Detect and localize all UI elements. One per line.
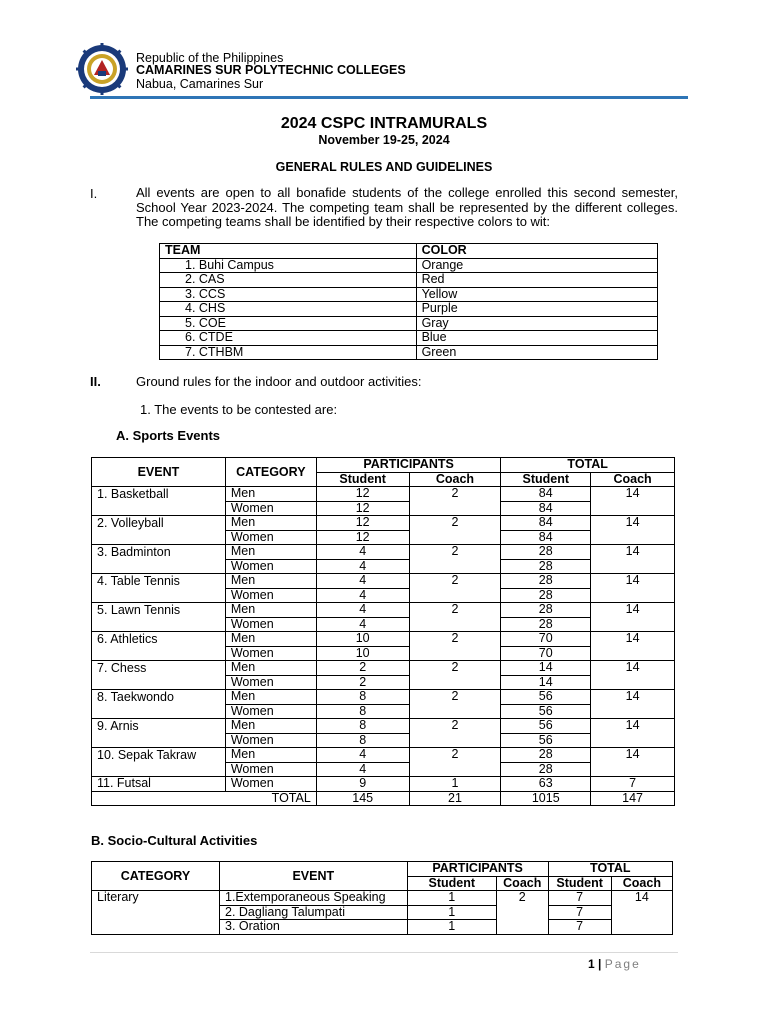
- teams-table: [159, 243, 658, 360]
- total-students: 28: [501, 559, 591, 574]
- event-category: Women: [225, 733, 316, 748]
- event-category: Women: [225, 675, 316, 690]
- participant-coach: 2: [409, 748, 501, 777]
- participant-students: 2: [316, 675, 409, 690]
- event-category: Men: [225, 487, 316, 502]
- socio-header-total: TOTAL: [548, 862, 672, 877]
- participant-students: 4: [316, 748, 409, 763]
- socio-table: [91, 861, 673, 935]
- activity-event: 2. Dagliang Talumpati: [220, 905, 408, 920]
- teams-header-team: TEAM: [160, 244, 417, 259]
- table-row: [92, 733, 675, 748]
- table-row: [92, 646, 675, 661]
- total-students: 84: [501, 501, 591, 516]
- participant-students: 4: [316, 559, 409, 574]
- event-category: Women: [225, 588, 316, 603]
- header-country: Republic of the Philippines: [136, 51, 284, 65]
- team-color: Purple: [416, 302, 657, 317]
- event-category: Women: [225, 530, 316, 545]
- total-coach: 14: [591, 516, 675, 545]
- total-students: 84: [501, 530, 591, 545]
- header-college-name: CAMARINES SUR POLYTECHNIC COLLEGES: [136, 63, 406, 77]
- participant-students: 12: [316, 530, 409, 545]
- socio-header-total-student: Student: [548, 876, 611, 891]
- event-name: 1. Basketball: [92, 487, 226, 502]
- event-category: Women: [225, 777, 316, 792]
- table-row: [92, 675, 675, 690]
- section-number: I.: [90, 186, 98, 201]
- participant-coach: 2: [409, 545, 501, 574]
- participant-students: 8: [316, 719, 409, 734]
- participant-coach: 2: [409, 487, 501, 516]
- team-name: 7. CTHBM: [160, 345, 417, 360]
- total-students: 28: [501, 574, 591, 589]
- participant-students: 12: [316, 487, 409, 502]
- total-coach: 14: [591, 748, 675, 777]
- table-row: [92, 661, 675, 676]
- participant-students: 4: [316, 617, 409, 632]
- total-coach: 14: [611, 891, 672, 935]
- total-students: 70: [501, 632, 591, 647]
- event-name: 8. Taekwondo: [92, 690, 226, 705]
- page-number: 1: [588, 957, 595, 971]
- event-name-empty: [92, 704, 226, 719]
- event-name-empty: [92, 559, 226, 574]
- total-students: 7: [548, 920, 611, 935]
- socio-header-total-coach: Coach: [611, 876, 672, 891]
- participant-students: 9: [316, 777, 409, 792]
- team-name: 4. CHS: [160, 302, 417, 317]
- page-subtitle: GENERAL RULES AND GUIDELINES: [275, 160, 493, 174]
- event-name-empty: [92, 646, 226, 661]
- totals-total-students: 1015: [501, 791, 591, 806]
- total-coach: 7: [591, 777, 675, 792]
- participant-students: 8: [316, 704, 409, 719]
- sports-header-total: TOTAL: [501, 458, 675, 473]
- participant-students: 1: [407, 920, 496, 935]
- list-item: 1. The events to be contested are:: [140, 402, 338, 417]
- participant-students: 4: [316, 603, 409, 618]
- participant-students: 4: [316, 574, 409, 589]
- totals-total-coach: 147: [591, 791, 675, 806]
- event-category: Men: [225, 632, 316, 647]
- event-category: Men: [225, 574, 316, 589]
- event-name: 10. Sepak Takraw: [92, 748, 226, 763]
- socio-heading: B. Socio-Cultural Activities: [91, 833, 258, 848]
- participant-students: 10: [316, 646, 409, 661]
- team-name: 2. CAS: [160, 273, 417, 288]
- participant-coach: 2: [409, 603, 501, 632]
- event-name-empty: [92, 617, 226, 632]
- table-row: [92, 574, 675, 589]
- team-color: Gray: [416, 316, 657, 331]
- section-paragraph: All events are open to all bonafide students of the college enrolled this second semester, School Year 2023-2024. The competing team shall be represented by the different colleges. The competing teams shall be identified by their respective colors to wit:: [136, 185, 678, 230]
- page-footer: [588, 957, 641, 971]
- total-coach: 14: [591, 661, 675, 690]
- participant-students: 1: [407, 891, 496, 906]
- total-coach: 14: [591, 574, 675, 603]
- table-row: [92, 559, 675, 574]
- total-students: 63: [501, 777, 591, 792]
- event-category: Men: [225, 748, 316, 763]
- team-name: 1. Buhi Campus: [160, 258, 417, 273]
- event-name: 11. Futsal: [92, 777, 226, 792]
- event-category: Women: [225, 762, 316, 777]
- event-name-empty: [92, 762, 226, 777]
- event-name-empty: [92, 588, 226, 603]
- event-category: Men: [225, 690, 316, 705]
- table-row: [92, 777, 675, 792]
- team-name: 3. CCS: [160, 287, 417, 302]
- sports-header-event: EVENT: [92, 458, 226, 487]
- page-title: 2024 CSPC INTRAMURALS: [280, 115, 488, 132]
- table-row: [92, 588, 675, 603]
- participant-students: 12: [316, 516, 409, 531]
- table-row: [92, 762, 675, 777]
- total-students: 28: [501, 588, 591, 603]
- participant-students: 12: [316, 501, 409, 516]
- participant-students: 10: [316, 632, 409, 647]
- total-coach: 14: [591, 690, 675, 719]
- total-coach: 14: [591, 632, 675, 661]
- event-name: 4. Table Tennis: [92, 574, 226, 589]
- socio-header-student: Student: [407, 876, 496, 891]
- activity-category: Literary: [92, 891, 220, 935]
- total-students: 84: [501, 516, 591, 531]
- event-category: Women: [225, 704, 316, 719]
- totals-label: TOTAL: [92, 791, 317, 806]
- event-name-empty: [92, 733, 226, 748]
- total-coach: 14: [591, 719, 675, 748]
- activity-event: 1.Extemporaneous Speaking: [220, 891, 408, 906]
- event-name: 5. Lawn Tennis: [92, 603, 226, 618]
- event-name: 2. Volleyball: [92, 516, 226, 531]
- event-dates: November 19-25, 2024: [318, 133, 450, 147]
- event-name: 9. Arnis: [92, 719, 226, 734]
- event-name-empty: [92, 530, 226, 545]
- table-row: [160, 287, 658, 302]
- participant-coach: 2: [409, 690, 501, 719]
- event-category: Women: [225, 501, 316, 516]
- total-students: 56: [501, 719, 591, 734]
- event-name-empty: [92, 501, 226, 516]
- event-category: Women: [225, 646, 316, 661]
- event-name: 7. Chess: [92, 661, 226, 676]
- table-row: [92, 501, 675, 516]
- participant-coach: 1: [409, 777, 501, 792]
- sports-header-coach: Coach: [409, 472, 501, 487]
- participant-students: 4: [316, 545, 409, 560]
- event-category: Men: [225, 516, 316, 531]
- total-students: 14: [501, 675, 591, 690]
- footer-separator: |: [598, 957, 602, 971]
- total-students: 28: [501, 762, 591, 777]
- table-row: [160, 345, 658, 360]
- sports-header-student: Student: [316, 472, 409, 487]
- sports-header-category: CATEGORY: [225, 458, 316, 487]
- team-name: 6. CTDE: [160, 331, 417, 346]
- total-coach: 14: [591, 545, 675, 574]
- section-text: Ground rules for the indoor and outdoor activities:: [136, 374, 422, 389]
- event-name: 3. Badminton: [92, 545, 226, 560]
- table-row: [92, 632, 675, 647]
- participant-students: 4: [316, 588, 409, 603]
- total-students: 70: [501, 646, 591, 661]
- total-students: 84: [501, 487, 591, 502]
- participant-coach: 2: [409, 632, 501, 661]
- table-row: [92, 617, 675, 632]
- total-students: 14: [501, 661, 591, 676]
- table-row: [92, 719, 675, 734]
- totals-coach: 21: [409, 791, 501, 806]
- event-name-empty: [92, 675, 226, 690]
- event-category: Men: [225, 545, 316, 560]
- participant-students: 8: [316, 733, 409, 748]
- header-location: Nabua, Camarines Sur: [136, 77, 264, 91]
- table-row: [92, 516, 675, 531]
- sports-header-total-student: Student: [501, 472, 591, 487]
- table-row: [92, 530, 675, 545]
- team-color: Blue: [416, 331, 657, 346]
- section-number: II.: [90, 374, 101, 389]
- total-students: 7: [548, 905, 611, 920]
- total-students: 28: [501, 748, 591, 763]
- table-row: [92, 704, 675, 719]
- sports-header-participants: PARTICIPANTS: [316, 458, 501, 473]
- total-students: 28: [501, 603, 591, 618]
- header-divider: [90, 96, 688, 99]
- event-category: Women: [225, 617, 316, 632]
- total-students: 56: [501, 690, 591, 705]
- event-category: Men: [225, 719, 316, 734]
- table-row: [92, 545, 675, 560]
- participant-coach: 2: [409, 661, 501, 690]
- footer-divider: [90, 952, 678, 953]
- table-row: [160, 302, 658, 317]
- table-row: [92, 690, 675, 705]
- team-color: Red: [416, 273, 657, 288]
- sports-table: [91, 457, 675, 806]
- page-label: Page: [604, 957, 641, 971]
- activity-event: 3. Oration: [220, 920, 408, 935]
- participant-students: 1: [407, 905, 496, 920]
- sports-heading: A. Sports Events: [116, 428, 221, 443]
- total-coach: 14: [591, 603, 675, 632]
- participant-students: 8: [316, 690, 409, 705]
- college-seal-icon: [76, 43, 128, 95]
- table-row: [92, 603, 675, 618]
- table-row: [160, 273, 658, 288]
- team-color: Green: [416, 345, 657, 360]
- socio-header-event: EVENT: [220, 862, 408, 891]
- socio-header-participants: PARTICIPANTS: [407, 862, 548, 877]
- table-row: [92, 748, 675, 763]
- socio-header-category: CATEGORY: [92, 862, 220, 891]
- total-students: 56: [501, 733, 591, 748]
- team-color: Yellow: [416, 287, 657, 302]
- participant-coach: 2: [409, 516, 501, 545]
- participant-students: 2: [316, 661, 409, 676]
- participant-coach: 2: [409, 574, 501, 603]
- total-students: 28: [501, 617, 591, 632]
- team-name: 5. COE: [160, 316, 417, 331]
- team-color: Orange: [416, 258, 657, 273]
- table-row: [160, 316, 658, 331]
- table-row: [92, 487, 675, 502]
- total-students: 28: [501, 545, 591, 560]
- total-coach: 14: [591, 487, 675, 516]
- totals-row: [92, 791, 675, 806]
- totals-students: 145: [316, 791, 409, 806]
- event-category: Women: [225, 559, 316, 574]
- participant-coach: 2: [409, 719, 501, 748]
- table-row: [160, 331, 658, 346]
- total-students: 7: [548, 891, 611, 906]
- socio-header-coach: Coach: [496, 876, 548, 891]
- table-row: [160, 258, 658, 273]
- table-row: [92, 891, 673, 906]
- total-students: 56: [501, 704, 591, 719]
- participant-students: 4: [316, 762, 409, 777]
- event-name: 6. Athletics: [92, 632, 226, 647]
- event-category: Men: [225, 661, 316, 676]
- sports-header-total-coach: Coach: [591, 472, 675, 487]
- participant-coach: 2: [496, 891, 548, 935]
- event-category: Men: [225, 603, 316, 618]
- teams-header-color: COLOR: [416, 244, 657, 259]
